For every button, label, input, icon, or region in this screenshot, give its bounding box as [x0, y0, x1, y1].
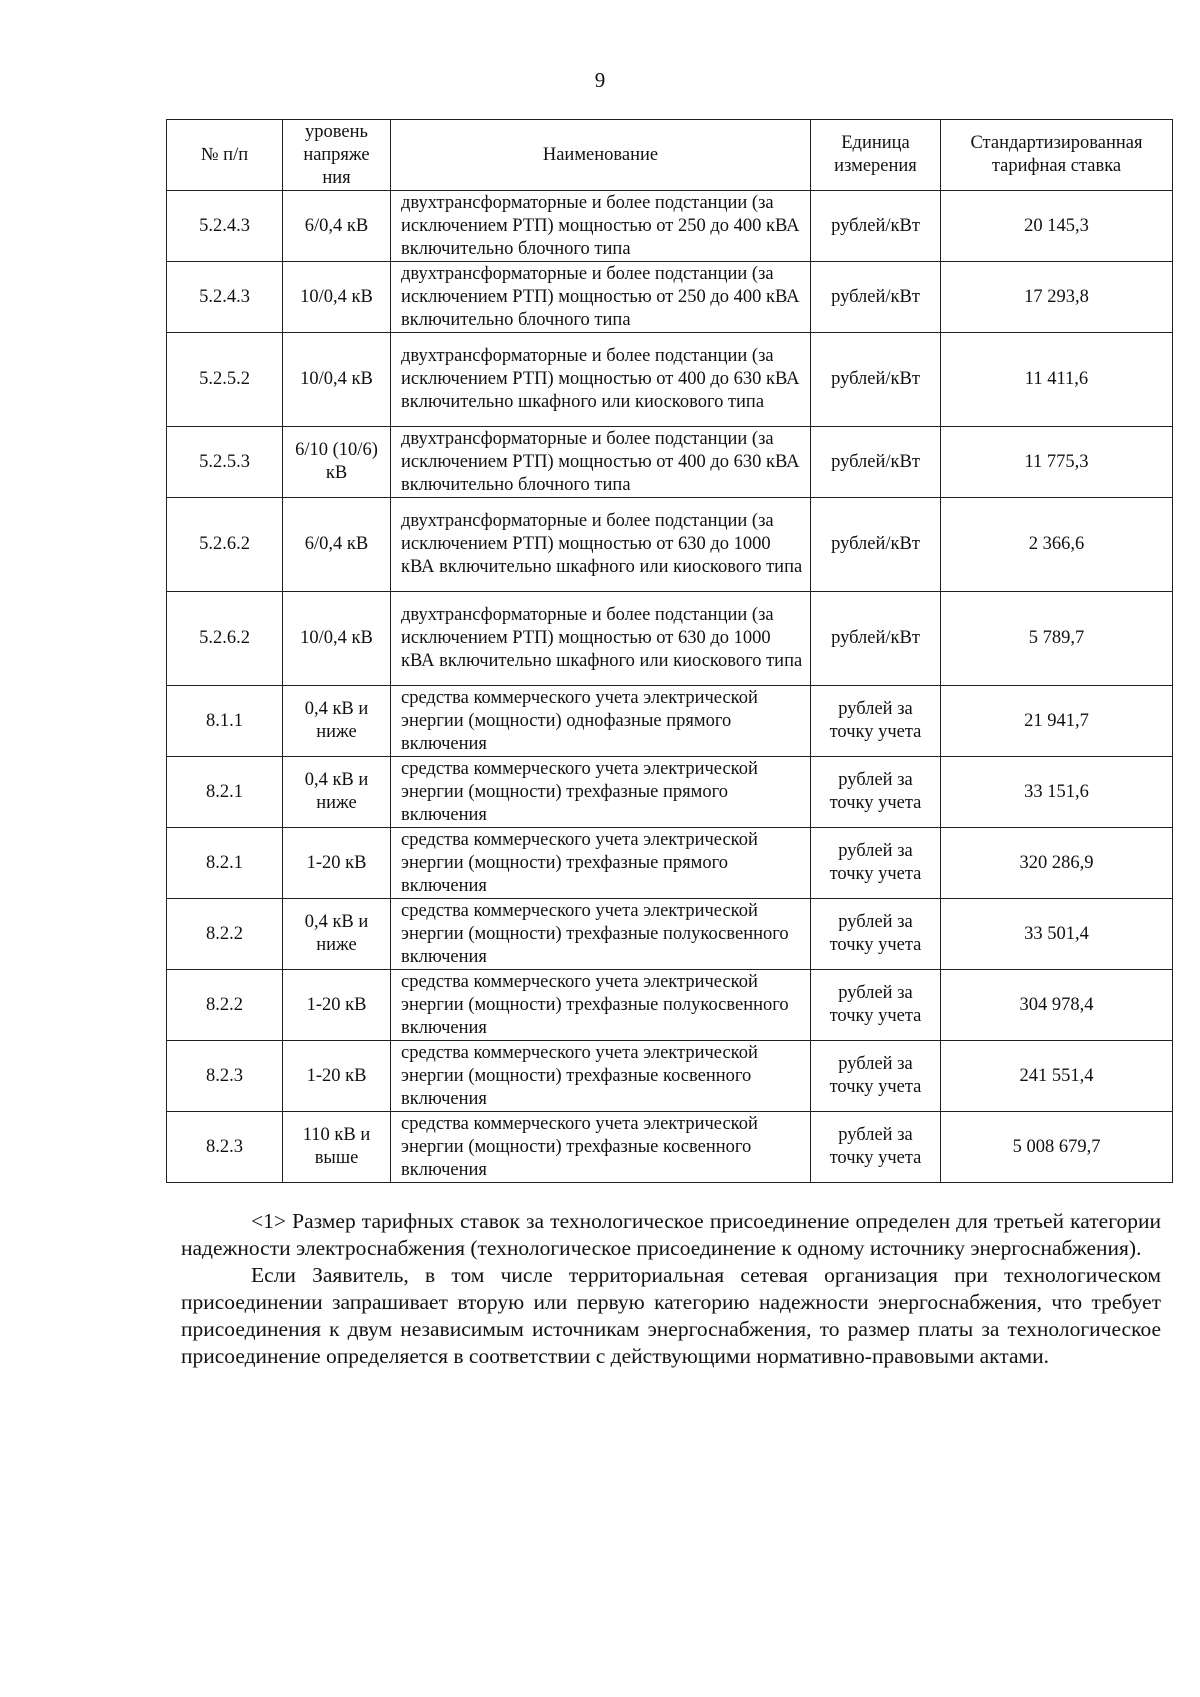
table-row: [167, 498, 1173, 592]
row-rate: 241 551,4: [941, 1041, 1173, 1112]
header-num: № п/п: [167, 120, 283, 191]
table-row: [167, 899, 1173, 970]
row-unit: рублей/кВт: [811, 262, 941, 333]
row-name: средства коммерческого учета электрической энергии (мощности) трехфазные полукосвенного включения: [391, 970, 811, 1041]
row-number: 8.2.3: [167, 1112, 283, 1183]
table-row: [167, 333, 1173, 427]
row-rate: 33 151,6: [941, 757, 1173, 828]
row-number: 8.2.1: [167, 757, 283, 828]
row-voltage: 0,4 кВ и ниже: [283, 899, 391, 970]
reliability-paragraph: Если Заявитель, в том числе территориальная сетевая организация при технологическом присоединении запрашивает вторую или первую категорию надежности энергоснабжения, что требует присоединения к двум независимым источникам энергоснабжения, то размер платы за технологическое присоединение определяется в соответствии с действующими нормативно-правовыми актами.: [181, 1263, 1161, 1368]
row-voltage: 110 кВ и выше: [283, 1112, 391, 1183]
row-number: 8.2.1: [167, 828, 283, 899]
row-voltage: 0,4 кВ и ниже: [283, 757, 391, 828]
row-name: двухтрансформаторные и более подстанции (за исключением РТП) мощностью от 250 до 400 кВА включительно блочного типа: [391, 191, 811, 262]
header-name: Наименование: [391, 120, 811, 191]
row-unit: рублей/кВт: [811, 427, 941, 498]
row-voltage: 10/0,4 кВ: [283, 592, 391, 686]
row-number: 8.2.3: [167, 1041, 283, 1112]
row-number: 5.2.5.3: [167, 427, 283, 498]
table-row: [167, 1112, 1173, 1183]
header-unit: Единица измерения: [811, 120, 941, 191]
row-rate: 11 411,6: [941, 333, 1173, 427]
row-voltage: 1-20 кВ: [283, 1041, 391, 1112]
row-voltage: 1-20 кВ: [283, 828, 391, 899]
tariff-table: [166, 119, 1173, 1183]
row-number: 5.2.4.3: [167, 191, 283, 262]
page-number: 9: [594, 68, 606, 92]
row-rate: 11 775,3: [941, 427, 1173, 498]
row-name: двухтрансформаторные и более подстанции (за исключением РТП) мощностью от 250 до 400 кВА включительно блочного типа: [391, 262, 811, 333]
row-rate: 320 286,9: [941, 828, 1173, 899]
row-unit: рублей за точку учета: [811, 757, 941, 828]
row-voltage: 10/0,4 кВ: [283, 262, 391, 333]
table-row: [167, 427, 1173, 498]
table-row: [167, 686, 1173, 757]
table-row: [167, 262, 1173, 333]
row-rate: 5 008 679,7: [941, 1112, 1173, 1183]
row-number: 5.2.5.2: [167, 333, 283, 427]
row-unit: рублей за точку учета: [811, 828, 941, 899]
row-voltage: 10/0,4 кВ: [283, 333, 391, 427]
row-rate: 20 145,3: [941, 191, 1173, 262]
row-rate: 21 941,7: [941, 686, 1173, 757]
row-unit: рублей/кВт: [811, 333, 941, 427]
row-rate: 2 366,6: [941, 498, 1173, 592]
row-unit: рублей/кВт: [811, 592, 941, 686]
table-row: [167, 757, 1173, 828]
row-voltage: 6/0,4 кВ: [283, 498, 391, 592]
row-name: средства коммерческого учета электрической энергии (мощности) трехфазные косвенного включения: [391, 1041, 811, 1112]
table-row: [167, 1041, 1173, 1112]
row-rate: 17 293,8: [941, 262, 1173, 333]
row-name: средства коммерческого учета электрической энергии (мощности) трехфазные косвенного включения: [391, 1112, 811, 1183]
header-rate: Стандартизированная тарифная ставка: [941, 120, 1173, 191]
row-voltage: 1-20 кВ: [283, 970, 391, 1041]
row-name: двухтрансформаторные и более подстанции (за исключением РТП) мощностью от 630 до 1000 кВА включительно шкафного или киоскового типа: [391, 498, 811, 592]
row-voltage: 0,4 кВ и ниже: [283, 686, 391, 757]
row-name: двухтрансформаторные и более подстанции (за исключением РТП) мощностью от 400 до 630 кВА включительно шкафного или киоскового типа: [391, 333, 811, 427]
table-header-row: [167, 120, 1173, 191]
row-unit: рублей за точку учета: [811, 1041, 941, 1112]
row-voltage: 6/10 (10/6) кВ: [283, 427, 391, 498]
row-number: 8.2.2: [167, 970, 283, 1041]
row-name: средства коммерческого учета электрической энергии (мощности) трехфазные полукосвенного включения: [391, 899, 811, 970]
row-unit: рублей за точку учета: [811, 686, 941, 757]
row-unit: рублей за точку учета: [811, 899, 941, 970]
notes-section: [181, 1208, 1161, 1370]
row-rate: 304 978,4: [941, 970, 1173, 1041]
row-unit: рублей за точку учета: [811, 1112, 941, 1183]
footnote-text: <1> Размер тарифных ставок за технологическое присоединение определен для третьей категории надежности электроснабжения (технологическое присоединение к одному источнику энергоснабжения).: [181, 1209, 1161, 1260]
row-name: средства коммерческого учета электрической энергии (мощности) трехфазные прямого включения: [391, 828, 811, 899]
row-number: 8.1.1: [167, 686, 283, 757]
table-row: [167, 970, 1173, 1041]
row-number: 5.2.6.2: [167, 592, 283, 686]
row-name: средства коммерческого учета электрической энергии (мощности) трехфазные прямого включения: [391, 757, 811, 828]
row-number: 5.2.6.2: [167, 498, 283, 592]
table-row: [167, 191, 1173, 262]
row-unit: рублей за точку учета: [811, 970, 941, 1041]
row-voltage: 6/0,4 кВ: [283, 191, 391, 262]
row-name: двухтрансформаторные и более подстанции (за исключением РТП) мощностью от 400 до 630 кВА включительно блочного типа: [391, 427, 811, 498]
header-voltage: уровень напряже ния: [283, 120, 391, 191]
table-row: [167, 828, 1173, 899]
row-name: средства коммерческого учета электрической энергии (мощности) однофазные прямого включения: [391, 686, 811, 757]
row-rate: 5 789,7: [941, 592, 1173, 686]
row-unit: рублей/кВт: [811, 498, 941, 592]
row-number: 5.2.4.3: [167, 262, 283, 333]
row-name: двухтрансформаторные и более подстанции (за исключением РТП) мощностью от 630 до 1000 кВА включительно шкафного или киоскового типа: [391, 592, 811, 686]
row-unit: рублей/кВт: [811, 191, 941, 262]
row-number: 8.2.2: [167, 899, 283, 970]
row-rate: 33 501,4: [941, 899, 1173, 970]
table-row: [167, 592, 1173, 686]
